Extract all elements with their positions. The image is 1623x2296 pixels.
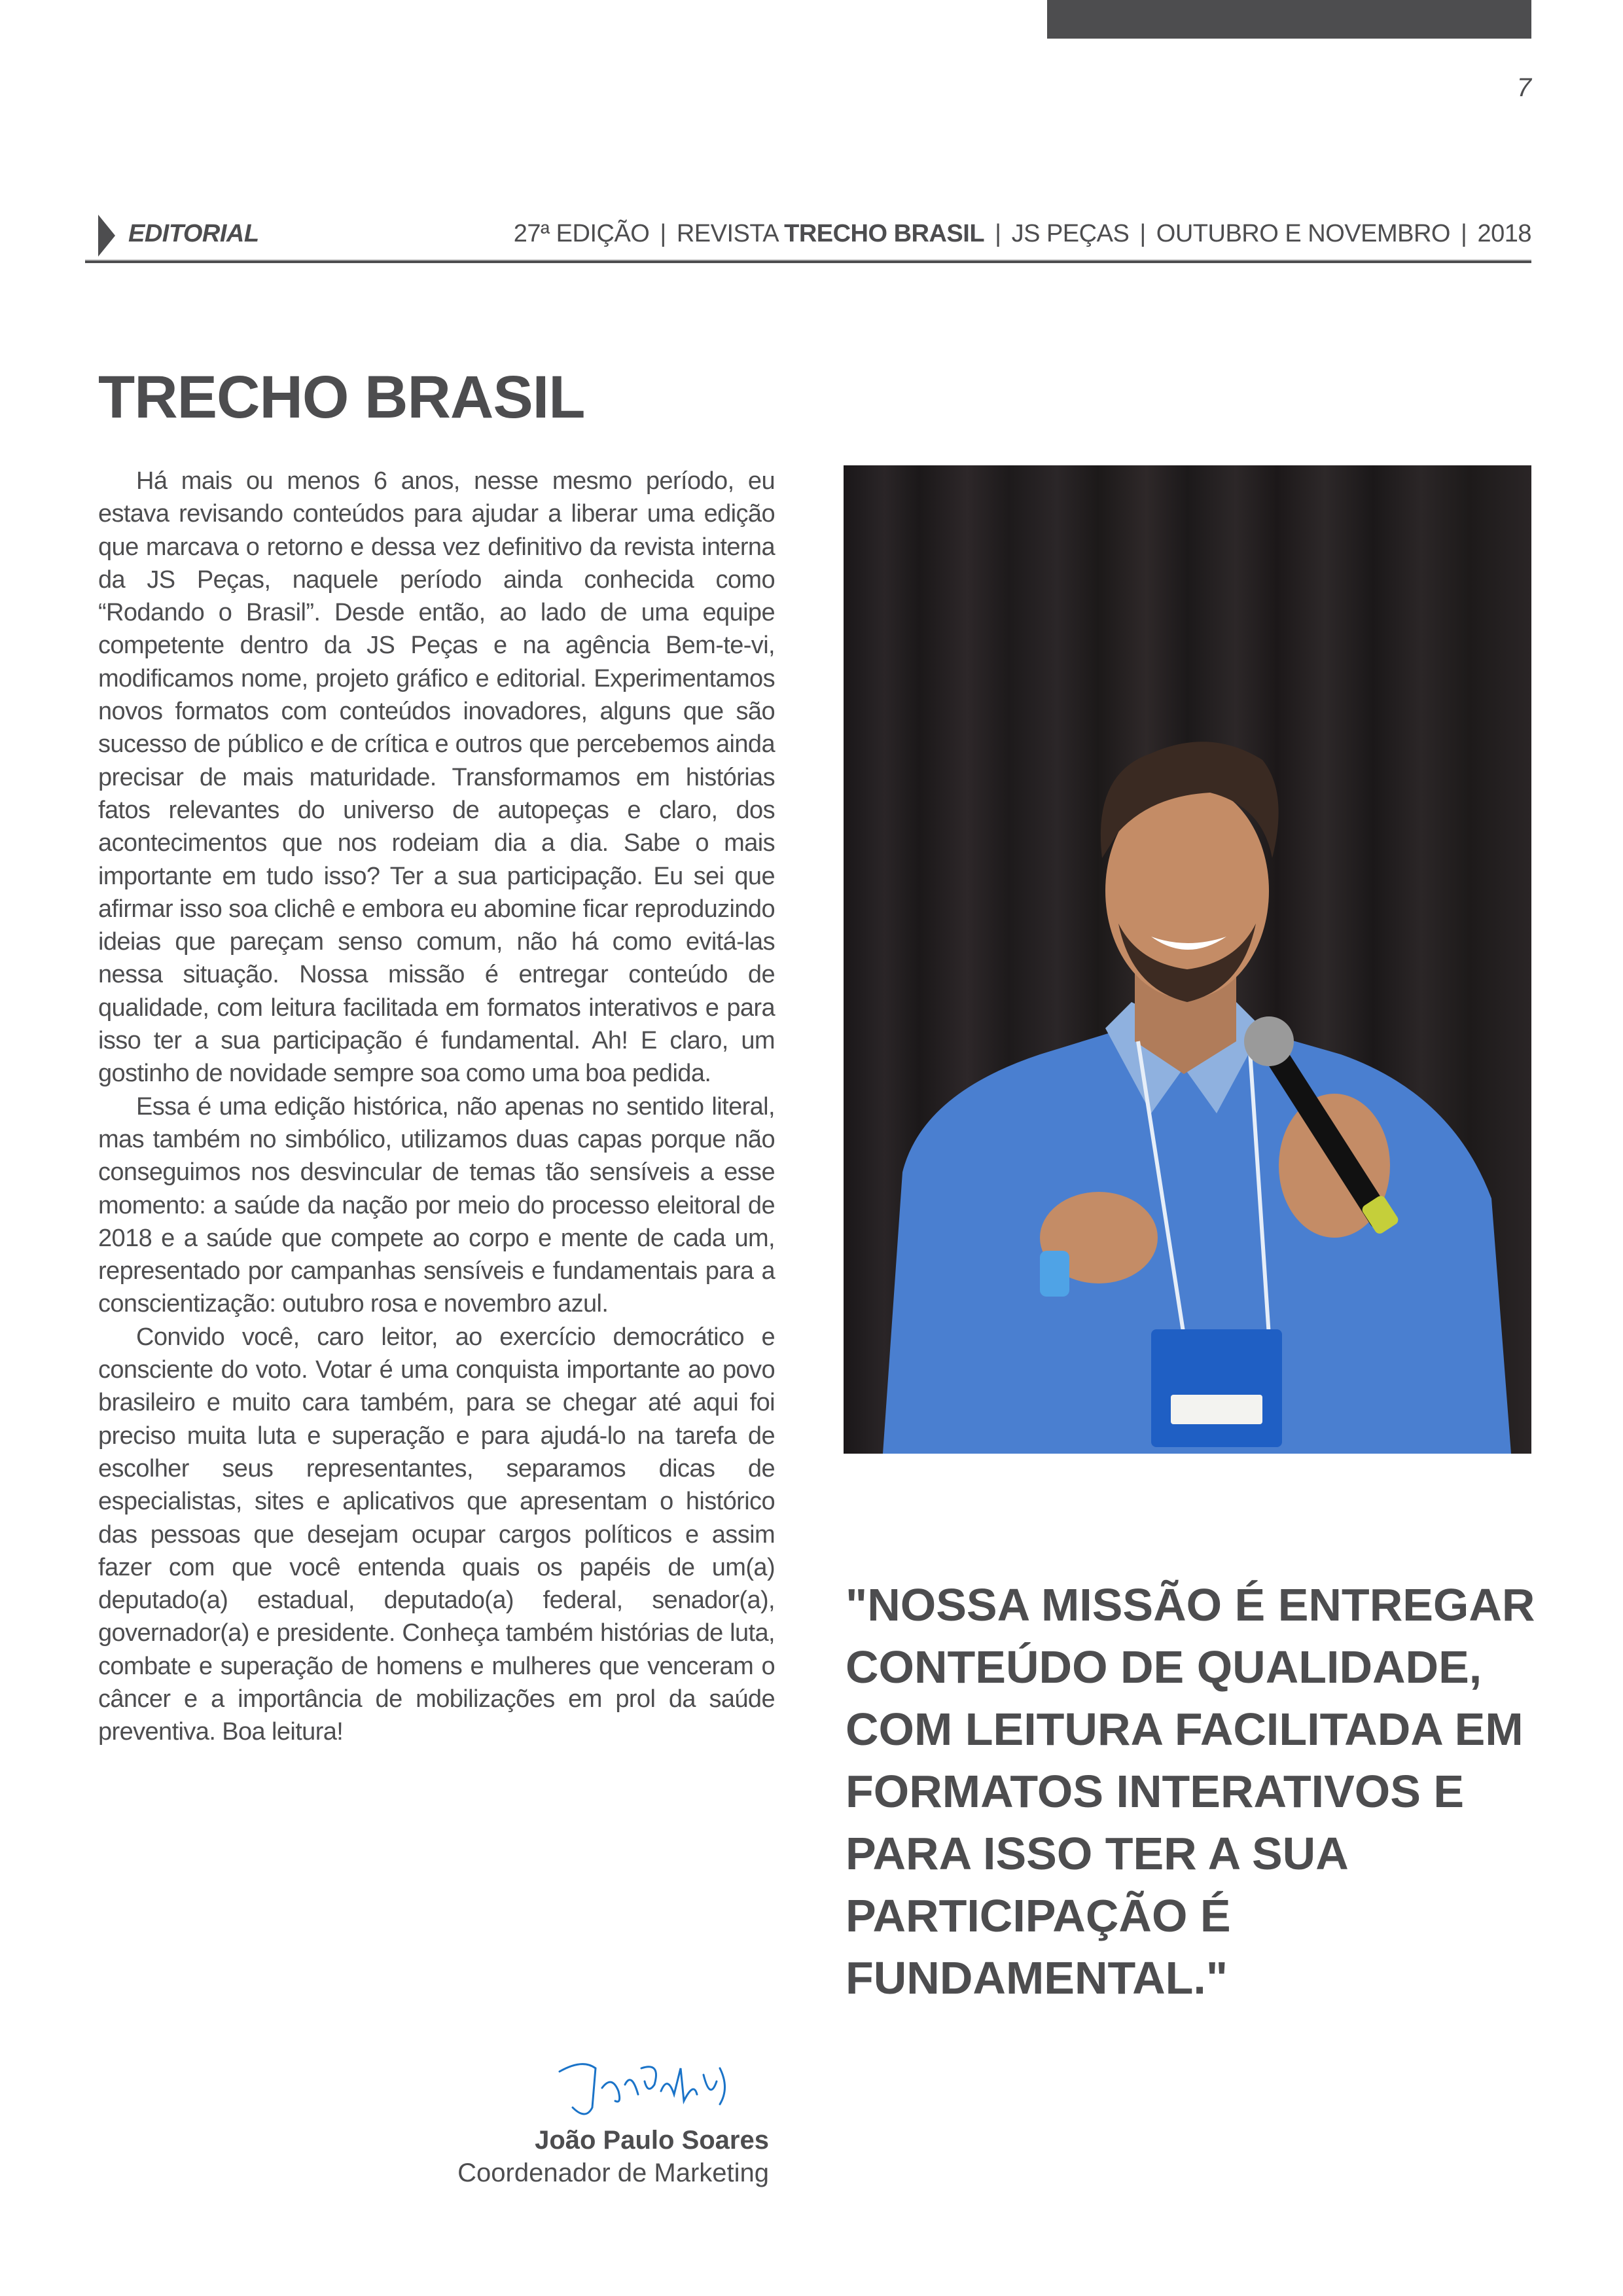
microphone-head <box>1244 1016 1294 1066</box>
article-paragraph: Há mais ou menos 6 anos, nesse mesmo período, eu estava revisando conteúdos para ajudar a liberar uma edição que marcava o retorno e dessa vez definitivo da revista interna da JS Peças, naquele período ainda conhecida como “Rodando o Brasil”. Desde então, ao lado de uma equipe competente dentro da JS Peças e na agência Bem-te-vi, modificamos nome, projeto gráfico e editorial. Experimentamos novos formatos com conteúdos inovadores, alguns que são sucesso de público e de crítica e outros que percebemos ainda precisar de mais maturidade. Transformamos em histórias fatos relevantes do universo de autopeças e claro, dos acontecimentos que nos rodeiam dia a dia. Sabe o mais importante em tudo isso? Ter a sua participação. Eu sei que afirmar isso soa clichê e embora eu abomine ficar reproduzindo ideias que pareçam senso comum, não há como evitá-las nessa situação. Nossa missão é entregar conteúdo de qualidade, com leitura facilitada em formatos interativos e para isso ter a sua participação é fundamental. Ah! E claro, um gostinho de novidade sempre soa como uma boa pedida. <box>98 467 775 1088</box>
author-name: João Paulo Soares <box>535 2126 769 2155</box>
running-header <box>92 208 1531 260</box>
issue-magazine-prefix: REVISTA <box>676 220 778 247</box>
badge-shape <box>1151 1329 1282 1447</box>
speaker-illustration <box>844 465 1531 1454</box>
issue-info <box>514 220 1531 248</box>
article-title: TRECHO BRASIL <box>98 364 585 431</box>
wristband-shape <box>1040 1251 1069 1297</box>
issue-magazine-name: TRECHO BRASIL <box>784 220 985 247</box>
issue-edition: 27ª EDIÇÃO <box>513 220 650 247</box>
section-label: EDITORIAL <box>128 220 259 247</box>
author-role: Coordenador de Marketing <box>457 2159 769 2187</box>
pull-quote: "NOSSA MISSÃO É ENTREGAR CONTEÚDO DE QUALIDADE, COM LEITURA FACILITADA EM FORMATOS INTERATIVOS E PARA ISSO TER A SUA PARTICIPAÇÃO É FUNDAMENTAL." <box>846 1579 1535 2003</box>
signature-icon <box>556 2055 733 2121</box>
page-number: 7 <box>1516 73 1531 102</box>
author-photo <box>844 465 1531 1454</box>
separator: | <box>1139 220 1146 247</box>
article-paragraph: Essa é uma edição histórica, não apenas no sentido literal, mas também no simbólico, utilizamos duas capas porque não conseguimos nos desvincular de temas tão sensíveis a esse momento: a saúde da nação por meio do processo eleitoral de 2018 e a saúde que compete ao corpo e mente de cada um, representado por campanhas sensíveis e fundamentais para a conscientização: outubro rosa e novembro azul. <box>98 1092 775 1318</box>
badge-label-shape <box>1171 1395 1262 1424</box>
issue-year: 2018 <box>1477 220 1531 247</box>
article-paragraph: Convido você, caro leitor, ao exercício democrático e consciente do voto. Votar é uma conquista importante ao povo brasileiro e muito cara também, para se chegar até aqui foi preciso muita luta e superação e para ajudá-lo na tarefa de escolher seus representantes, separamos dicas de especialistas, sites e aplicativos que apresentam o histórico das pessoas que desejam ocupar cargos políticos e assim fazer com que você entenda quais os papéis de um(a) deputado(a) estadual, deputado(a) federal, senador(a), governador(a) e presidente. Conheça também histórias de luta, combate e superação de homens e mulheres que venceram o câncer e a importância de mobilizações em prol da saúde preventiva. Boa leitura! <box>98 1323 775 1746</box>
section-arrow-icon <box>98 215 115 257</box>
separator: | <box>1461 220 1467 247</box>
header-divider <box>85 260 1531 263</box>
separator: | <box>995 220 1001 247</box>
top-decorative-bar <box>1047 0 1531 39</box>
article-body <box>98 465 775 1749</box>
issue-company: JS PEÇAS <box>1011 220 1130 247</box>
issue-period: OUTUBRO E NOVEMBRO <box>1156 220 1450 247</box>
separator: | <box>660 220 666 247</box>
